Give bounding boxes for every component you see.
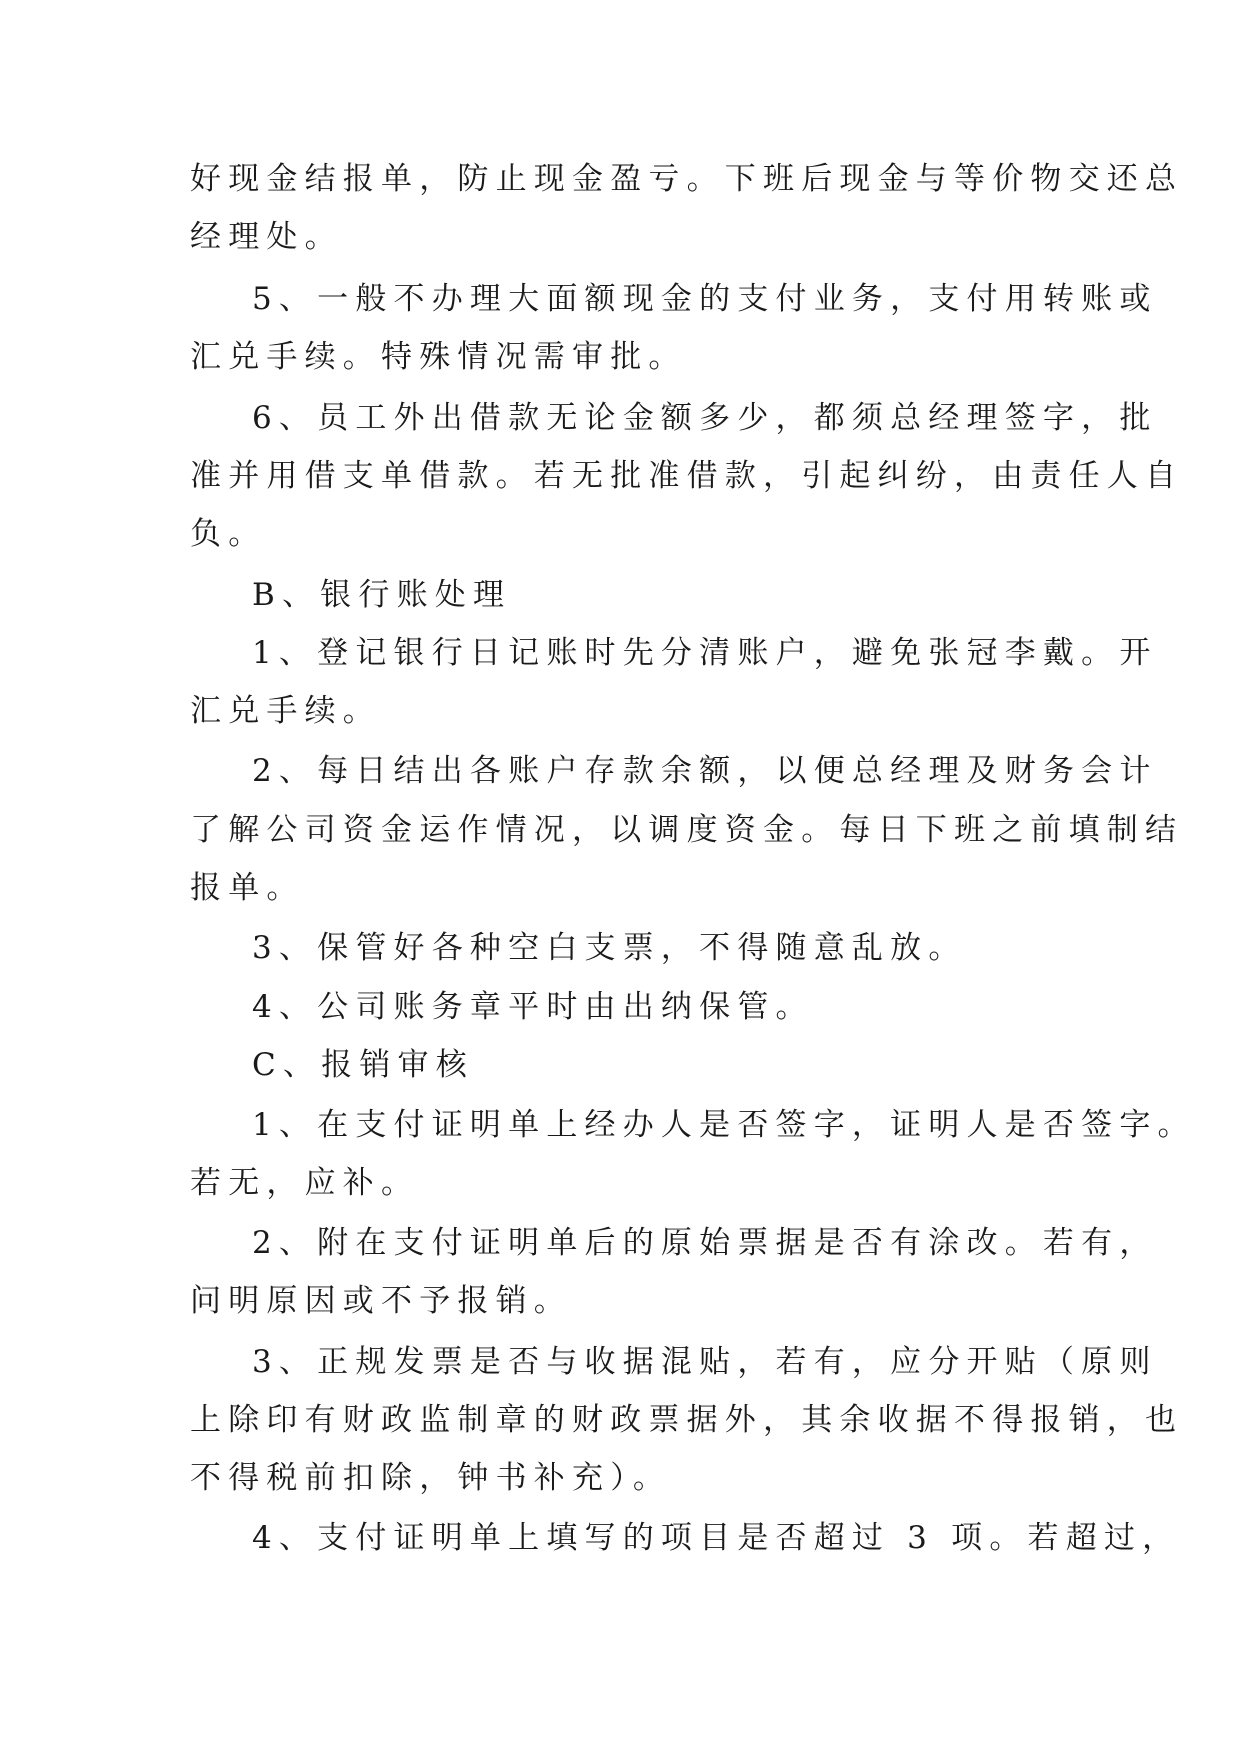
text-line: 不得税前扣除，钟书补充）。 — [190, 1460, 672, 1496]
text-line: 汇兑手续。 — [190, 693, 381, 729]
text-line: 经理处。 — [190, 219, 343, 255]
text-line: 1、在支付证明单上经办人是否签字，证明人是否签字。 — [252, 1107, 1196, 1143]
text-line: 6、员工外出借款无论金额多少，都须总经理签字，批 — [252, 400, 1158, 436]
text-line: 问明原因或不予报销。 — [190, 1283, 572, 1319]
text-line: 2、每日结出各账户存款余额，以便总经理及财务会计 — [252, 753, 1158, 789]
text-line: 报单。 — [190, 870, 305, 906]
text-line: 1、登记银行日记账时先分清账户，避免张冠李戴。开 — [252, 635, 1158, 671]
text-line: 上除印有财政监制章的财政票据外，其余收据不得报销，也 — [190, 1402, 1184, 1438]
section-heading-bank: B、银行账处理 — [252, 577, 512, 613]
text-line: 汇兑手续。特殊情况需审批。 — [190, 339, 687, 375]
section-heading-reimbursement: C、报销审核 — [252, 1047, 474, 1083]
text-line: 负。 — [190, 516, 267, 552]
text-line: 3、保管好各种空白支票，不得随意乱放。 — [252, 930, 967, 966]
text-line: 准并用借支单借款。若无批准借款，引起纠纷，由责任人自 — [190, 458, 1184, 494]
text-line: 4、公司账务章平时由出纳保管。 — [252, 989, 814, 1025]
text-line: 若无，应补。 — [190, 1165, 420, 1201]
text-line: 好现金结报单，防止现金盈亏。下班后现金与等价物交还总 — [190, 161, 1184, 197]
text-line: 5、一般不办理大面额现金的支付业务，支付用转账或 — [252, 281, 1158, 317]
text-line: 4、支付证明单上填写的项目是否超过 3 项。若超过， — [252, 1520, 1181, 1556]
text-line: 3、正规发票是否与收据混贴，若有，应分开贴（原则 — [252, 1344, 1158, 1380]
text-line: 了解公司资金运作情况，以调度资金。每日下班之前填制结 — [190, 812, 1184, 848]
text-line: 2、附在支付证明单后的原始票据是否有涂改。若有， — [252, 1225, 1158, 1261]
